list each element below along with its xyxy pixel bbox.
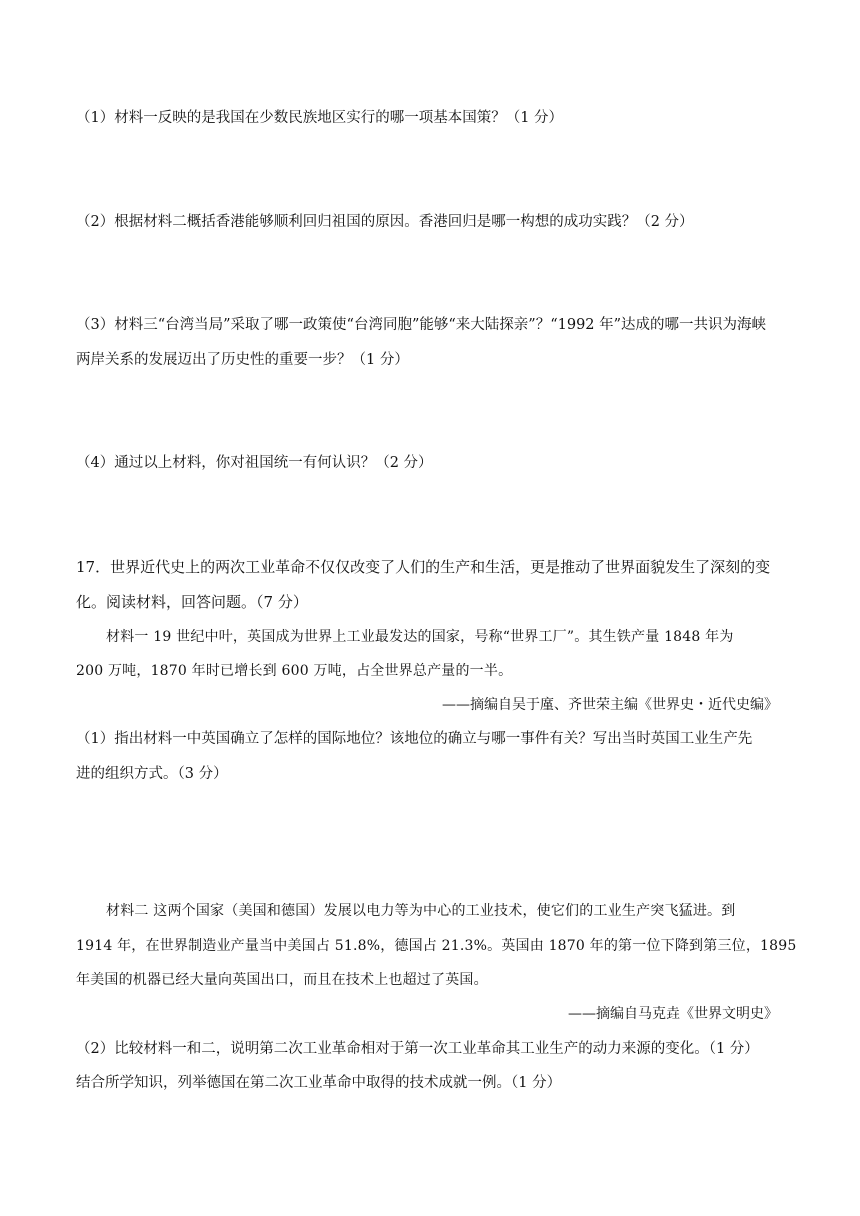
question-17-1-line1: （1）指出材料一中英国确立了怎样的国际地位？该地位的确立与哪一事件有关？写出当时英国工业生产先 xyxy=(76,731,753,747)
material-2-line3: 年美国的机器已经大量向英国出口，而且在技术上也超过了英国。 xyxy=(76,972,488,988)
question-16-2: （2）根据材料二概括香港能够顺利回归祖国的原因。香港回归是哪一构想的成功实践？（2 分） xyxy=(76,214,694,230)
question-16-1: （1）材料一反映的是我国在少数民族地区实行的哪一项基本国策？（1 分） xyxy=(76,110,564,126)
material-1-source: ——摘编自吴于廑、齐世荣主编《世界史・近代史编》 xyxy=(442,697,778,713)
material-1-line2: 200 万吨，1870 年时已增长到 600 万吨，占全世界总产量的一半。 xyxy=(76,663,513,679)
question-17-2-line2: 结合所学知识，列举德国在第二次工业革命中取得的技术成就一例。（1 分） xyxy=(76,1075,562,1091)
question-16-3-line2: 两岸关系的发展迈出了历史性的重要一步？（1 分） xyxy=(76,352,409,368)
question-16-3-line1: （3）材料三“台湾当局”采取了哪一政策使“台湾同胞”能够“来大陆探亲”？“1992 年”达成的哪一共识为海峡 xyxy=(76,317,767,333)
material-2-line2: 1914 年，在世界制造业产量当中美国占 51.8%，德国占 21.3%。英国由 1870 年的第一位下降到第三位，1895 xyxy=(76,938,797,954)
question-17-1-line2: 进的组织方式。（3 分） xyxy=(76,766,228,782)
material-2-source: ——摘编自马克垚《世界文明史》 xyxy=(568,1006,778,1022)
material-1-line1: 材料一 19 世纪中叶，英国成为世界上工业最发达的国家，号称“世界工厂”。其生铁产量 1848 年为 xyxy=(106,629,734,645)
question-17-stem-line2: 化。阅读材料，回答问题。（7 分） xyxy=(76,593,308,611)
question-17-2-line1: （2）比较材料一和二，说明第二次工业革命相对于第一次工业革命其工业生产的动力来源的变化。（1 分） xyxy=(76,1041,759,1057)
question-17-stem-line1: 17．世界近代史上的两次工业革命不仅仅改变了人们的生产和生活，更是推动了世界面貌发生了深刻的变 xyxy=(76,558,771,576)
material-2-line1: 材料二 这两个国家（美国和德国）发展以电力等为中心的工业技术，使它们的工业生产突飞猛进。到 xyxy=(106,903,736,919)
question-16-4: （4）通过以上材料，你对祖国统一有何认识？（2 分） xyxy=(76,455,433,471)
